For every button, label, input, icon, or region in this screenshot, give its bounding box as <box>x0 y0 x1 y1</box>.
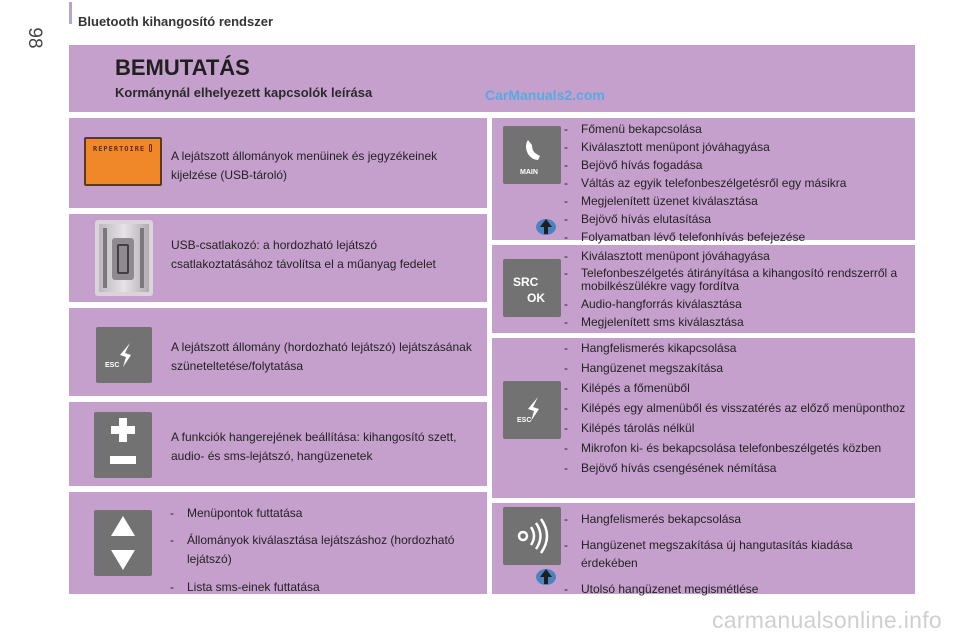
list-item: - Hangüzenet megszakítása új hangutasítás kiadása érdekében <box>564 536 909 572</box>
list-item: - Bejövő hívás csengésének némítása <box>564 461 909 475</box>
volume-plus-minus-icon <box>94 412 152 478</box>
main-list <box>564 122 909 244</box>
left-panel-esc <box>69 308 487 396</box>
usb-description: USB-csatlakozó: a hordozható lejátszó csatlakoztatásához távolítsa el a műanyag fedelet <box>171 238 436 271</box>
section-header: Bluetooth kihangosító rendszer <box>78 14 274 29</box>
list-item: - Állományok kiválasztása lejátszáshoz (hordozható lejátszó) <box>170 531 480 569</box>
page-subtitle: Kormánynál elhelyezett kapcsolók leírása <box>115 85 373 100</box>
left-panel-usb <box>69 214 487 302</box>
long-press-icon <box>535 567 557 587</box>
repertoire-button-icon: REPERTOIRE <box>84 137 162 186</box>
list-item: - Kilépés a főmenüből <box>564 381 909 395</box>
right-panel-esc <box>492 338 915 498</box>
list-item: - Főmenü bekapcsolása <box>564 122 909 136</box>
updown-list <box>170 506 480 594</box>
carmanuals-watermark[interactable]: CarManuals2.com <box>485 87 605 103</box>
src-ok-button-icon <box>503 259 561 317</box>
left-panel-volume <box>69 402 487 486</box>
usb-socket-icon <box>95 220 153 296</box>
list-item: - Telefonbeszélgetés átirányítása a kihangosító rendszerről a mobilkészülékre vagy fordítva <box>564 267 909 293</box>
list-item: - Lista sms-einek futtatása <box>170 580 480 594</box>
svg-text:OK: OK <box>527 291 545 305</box>
svg-text:MAIN: MAIN <box>520 169 538 176</box>
left-panel-repertoire <box>69 118 487 208</box>
list-item: - Kilépés egy almenüből és visszatérés az előző menüponthoz <box>564 401 909 415</box>
esc-button-icon <box>96 327 152 383</box>
long-press-icon <box>535 217 557 237</box>
footer-watermark[interactable]: carmanualsonline.info <box>711 607 942 633</box>
right-panel-src-ok <box>492 245 915 333</box>
right-panel-voice <box>492 503 915 594</box>
page-title: BEMUTATÁS <box>115 55 250 80</box>
voice-list <box>564 512 909 596</box>
list-item: - Menüpontok futtatása <box>170 506 480 520</box>
title-banner <box>69 45 915 112</box>
volume-description: A funkciók hangerejének beállítása: kihangosító szett, audio- és sms-lejátszó, hangüzenetek <box>171 430 457 463</box>
up-down-arrows-icon <box>94 510 152 576</box>
list-item: - Megjelenített üzenet kiválasztása <box>564 194 909 208</box>
esc-pause-description: A lejátszott állomány (hordozható lejátszó) lejátszásának szüneteltetése/folytatása <box>171 340 472 373</box>
list-item: - Kilépés tárolás nélkül <box>564 421 909 435</box>
list-item: - Folyamatban lévő telefonhívás befejezése <box>564 230 909 244</box>
list-item: - Váltás az egyik telefonbeszélgetésről egy másikra <box>564 176 909 190</box>
list-item: - Bejövő hívás elutasítása <box>564 212 909 226</box>
list-item: - Hangfelismerés bekapcsolása <box>564 512 909 526</box>
list-item: - Kiválasztott menüpont jóváhagyása <box>564 140 909 154</box>
repertoire-description: A lejátszott állományok menüinek és jegyzékeinek kijelzése (USB-tároló) <box>171 149 438 182</box>
list-item: - Hangüzenet megszakítása <box>564 361 909 375</box>
main-phone-button-icon <box>503 126 561 184</box>
svg-text:ESC: ESC <box>517 417 532 424</box>
list-item: - Bejövő hívás fogadása <box>564 158 909 172</box>
right-panel-main <box>492 118 915 244</box>
voice-recognition-button-icon <box>503 507 561 565</box>
list-item: - Audio-hangforrás kiválasztása <box>564 297 909 311</box>
src-ok-list <box>564 249 909 329</box>
list-item: - Mikrofon ki- és bekapcsolása telefonbeszélgetés közben <box>564 441 909 455</box>
header-accent-bar <box>69 2 72 24</box>
list-item: - Utolsó hangüzenet megismétlése <box>564 582 909 596</box>
esc-list <box>564 341 909 475</box>
list-item: - Hangfelismerés kikapcsolása <box>564 341 909 355</box>
svg-text:SRC: SRC <box>513 275 539 289</box>
list-item: - Kiválasztott menüpont jóváhagyása <box>564 249 909 263</box>
left-panel-updown <box>69 492 487 594</box>
svg-text:ESC: ESC <box>105 362 120 369</box>
list-item: - Megjelenített sms kiválasztása <box>564 315 909 329</box>
page-number: 98 <box>24 27 45 49</box>
esc-button-icon <box>503 381 561 439</box>
